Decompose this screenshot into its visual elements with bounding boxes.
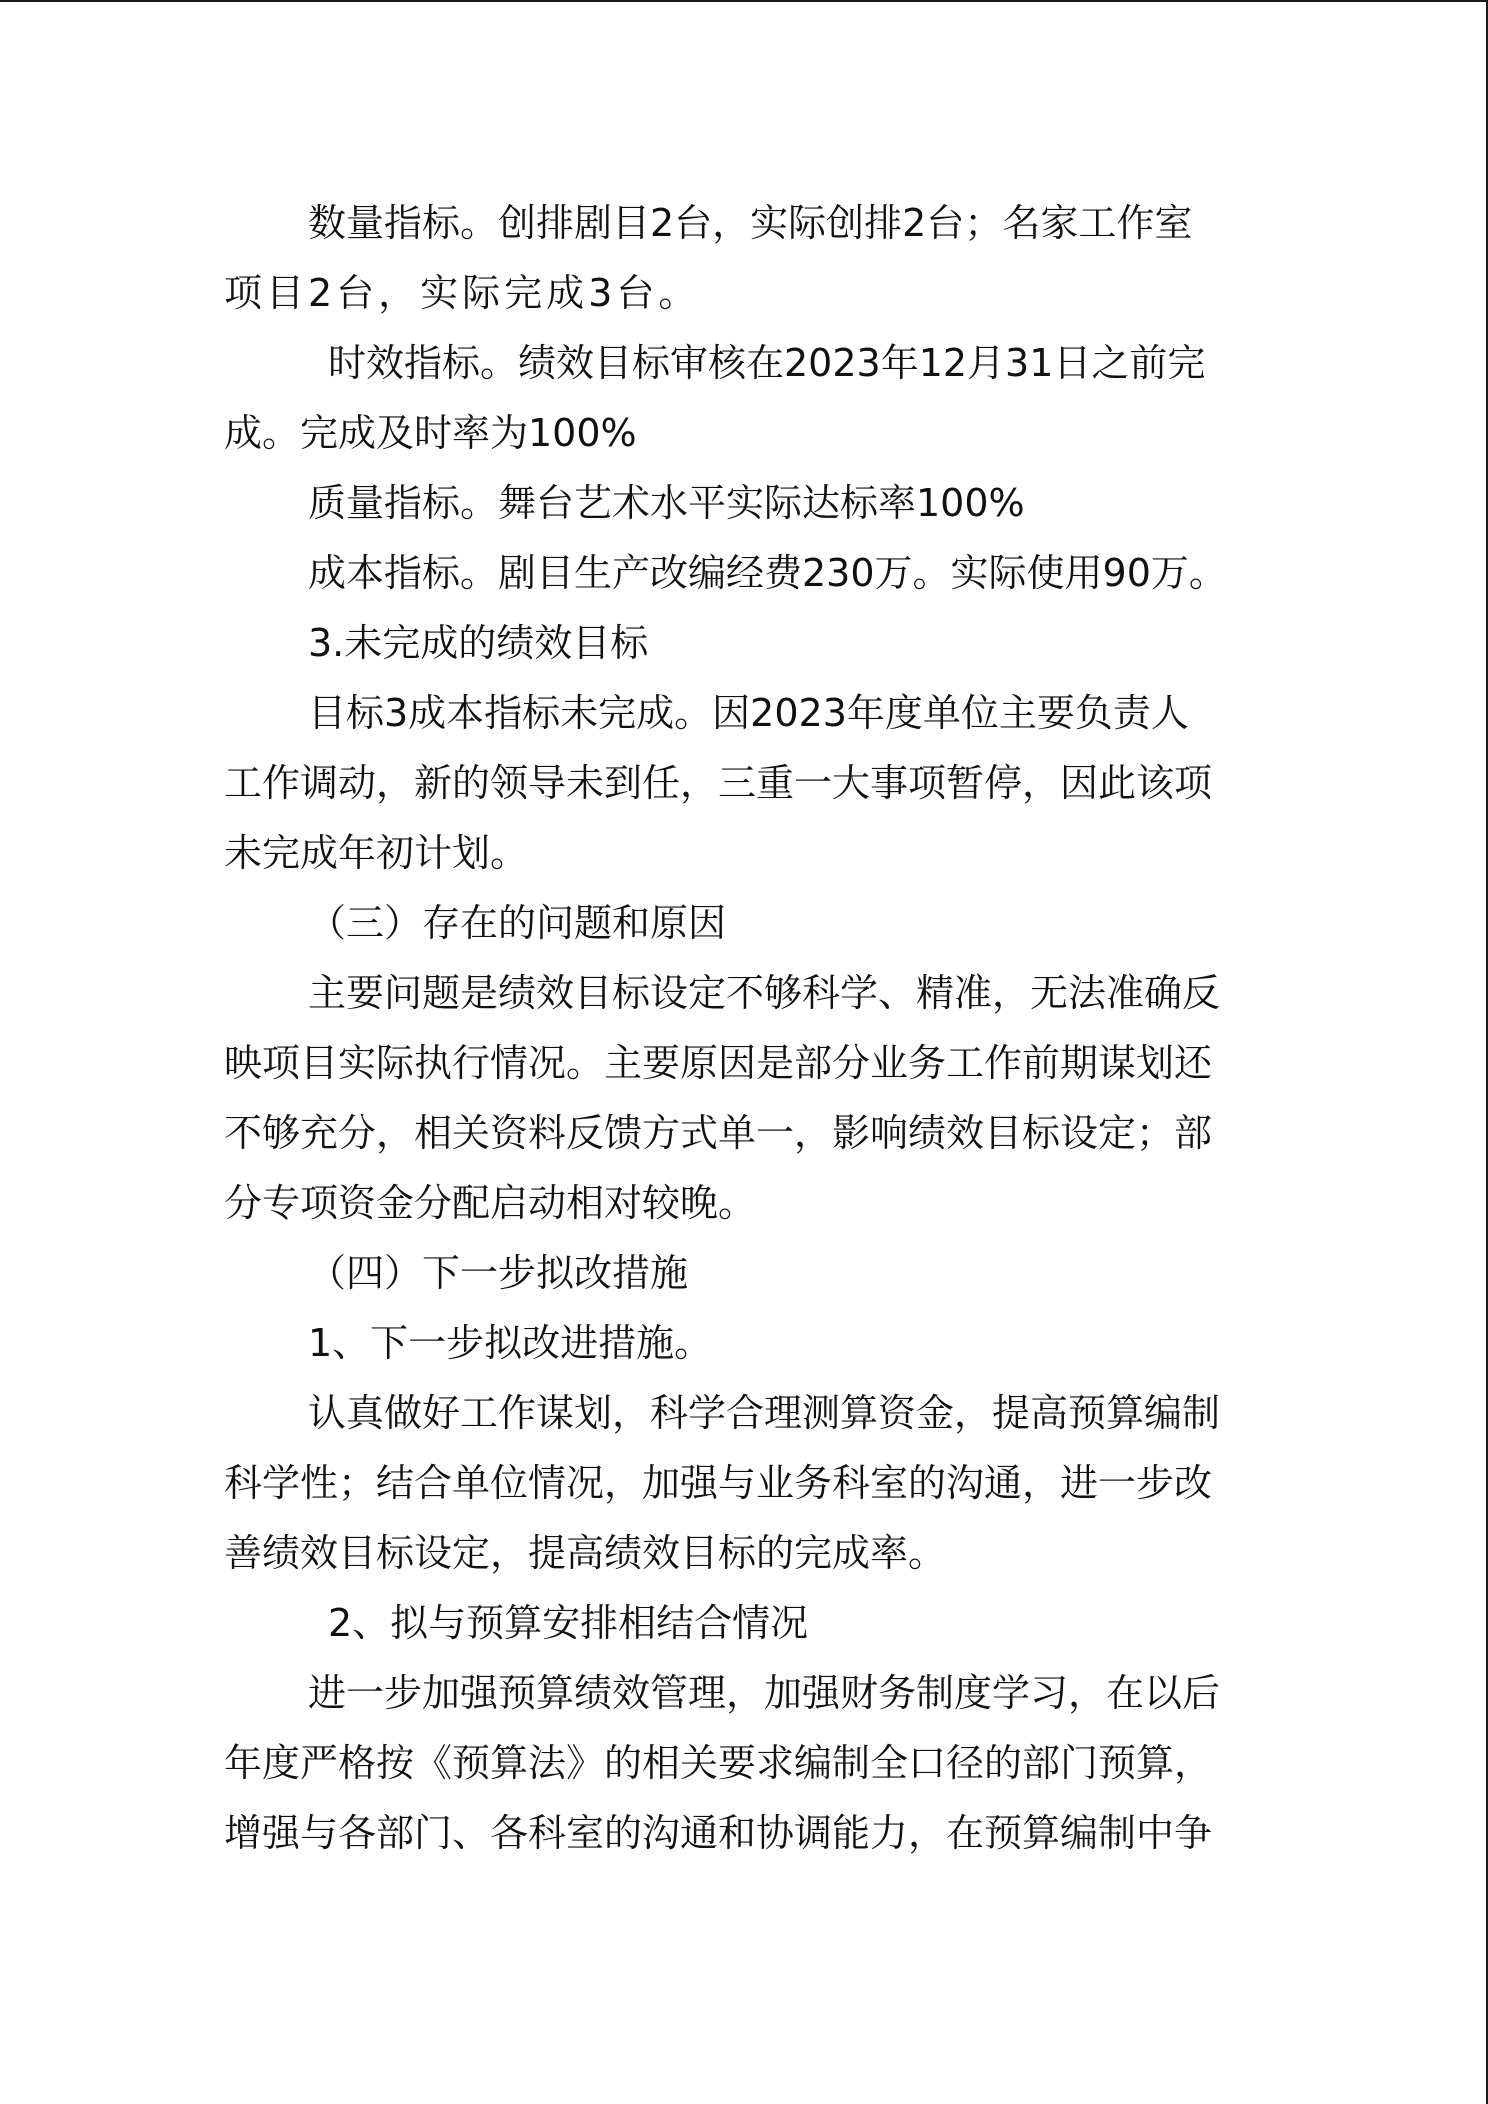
paragraph-line: 项目2台，实际完成3台。 [224,271,701,315]
paragraph-line: 工作调动，新的领导未到任，三重一大事项暂停，因此该项 [224,761,1213,805]
paragraph-line: 目标3成本指标未完成。因2023年度单位主要负责人 [308,691,1189,735]
paragraph-line: 不够充分，相关资料反馈方式单一，影响绩效目标设定；部 [224,1111,1213,1155]
subsection-heading: 1、下一步拟改进措施。 [308,1321,713,1365]
paragraph-line: 成。完成及时率为100% [224,411,637,455]
paragraph-line: 映项目实际执行情况。主要原因是部分业务工作前期谋划还 [224,1041,1213,1085]
paragraph-line: 增强与各部门、各科室的沟通和协调能力，在预算编制中争 [224,1811,1213,1855]
subsection-heading: 2、拟与预算安排相结合情况 [328,1601,809,1645]
paragraph-line: 分专项资金分配启动相对较晚。 [224,1181,757,1225]
paragraph-line: 科学性；结合单位情况，加强与业务科室的沟通，进一步改 [224,1461,1213,1505]
paragraph-line: 未完成年初计划。 [224,831,529,875]
paragraph-line: 进一步加强预算绩效管理，加强财务制度学习，在以后 [308,1671,1221,1715]
paragraph-line: 主要问题是绩效目标设定不够科学、精准，无法准确反 [308,971,1221,1015]
paragraph-line: 数量指标。创排剧目2台，实际创排2台；名家工作室 [308,201,1193,245]
section-heading: （四）下一步拟改措施 [308,1251,689,1295]
section-heading: （三）存在的问题和原因 [308,901,727,945]
paragraph-line: 年度严格按《预算法》的相关要求编制全口径的部门预算， [224,1741,1213,1785]
paragraph-line: 时效指标。绩效目标审核在2023年12月31日之前完 [328,341,1206,385]
paragraph-line: 认真做好工作谋划，科学合理测算资金，提高预算编制 [308,1391,1221,1435]
paragraph-line: 成本指标。剧目生产改编经费230万。实际使用90万。 [308,551,1227,595]
paragraph-line: 质量指标。舞台艺术水平实际达标率100% [308,481,1025,525]
section-heading: 3.未完成的绩效目标 [308,621,649,665]
paragraph-line: 善绩效目标设定，提高绩效目标的完成率。 [224,1531,947,1575]
